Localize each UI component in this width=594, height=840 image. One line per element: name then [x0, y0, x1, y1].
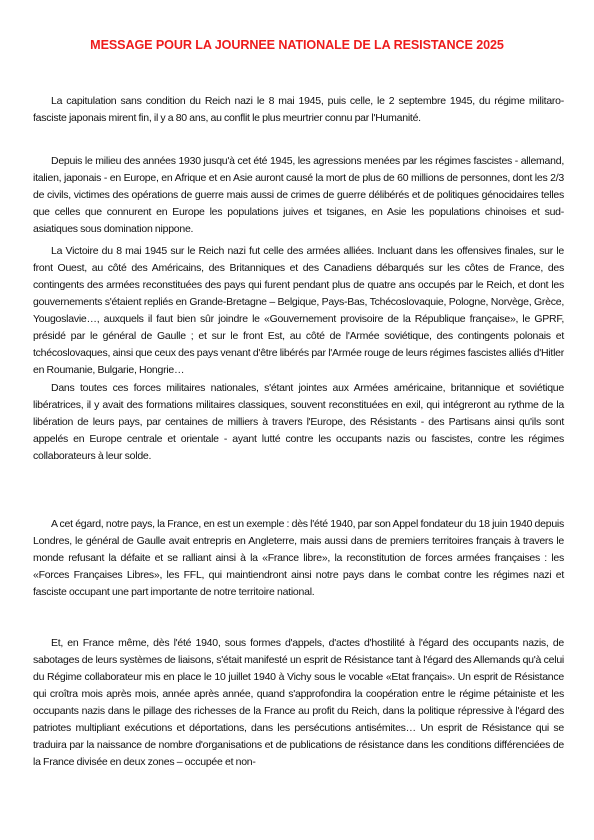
paragraph-capitulation: La capitulation sans condition du Reich nazi le 8 mai 1945, puis celle, le 2 septembre 1945, du régime militaro-fasciste japonais mirent fin, il y a 80 ans, au conflit le plus meurtrier connu par l'Humanité.: [33, 95, 564, 124]
paragraph-forces-militaires: Dans toutes ces forces militaires nationales, s'étant jointes aux Armées américaine, britannique et soviétique libératrices, il y avait des formations militaires classiques, souvent reconstituées en exil, qui intégreront au rythme de la libération de leurs pays, par centaines de milliers à travers l'Europe, des Résistants - des Partisans ainsi qu'ils sont appelés en Europe centrale et orientale - ayant lutté contre les occupants nazis ou fascistes, contre les régimes collaborateurs à leur solde.: [33, 382, 564, 462]
paragraph-victoire: La Victoire du 8 mai 1945 sur le Reich nazi fut celle des armées alliées. Incluant dans les offensives finales, sur le front Ouest, au côté des Américains, des Britanniques et des Canadiens débarqués sur les côtes de France, des contingents des armées reconstituées des pays qui furent pendant plus de quatre ans occupés par le Reich, et dont les gouvernements s'étaient repliés en Grande-Bretagne – Belgique, Pays-Bas, Tchécoslovaquie, Pologne, Norvège, Grèce, Yougoslavie…, auxquels il faut bien sûr joindre le «Gouvernement provisoire de la République française», le GPRF, présidé par le général de Gaulle ; et sur le front Est, au côté de l'Armée soviétique, des contingents polonais et tchécoslovaques, ainsi que ceux des pays venant d'être libérés par l'Armée rouge de leurs régimes fascistes alliés d'Hitler en Roumanie, Bulgarie, Hongrie…: [33, 245, 564, 376]
paragraph-aggressions: Depuis le milieu des années 1930 jusqu'à cet été 1945, les agressions menées par les régimes fascistes - allemand, italien, japonais - en Europe, en Afrique et en Asie auront causé la mort de plus de 60 millions de personnes, dont les 2/3 de civils, victimes des opérations de guerre mais aussi de crimes de guerre délibérés et de politiques génocidaires telles que celles que connurent en Europe les populations juives et tsiganes, en Asie les populations chinoises et sud-asiatiques sous domination nippone.: [33, 155, 564, 235]
paragraph-resistance-interieure: Et, en France même, dès l'été 1940, sous formes d'appels, d'actes d'hostilité à l'égard des occupants nazis, de sabotages de leurs systèmes de liaisons, s'était manifesté un esprit de Résistance tant à l'égard des Allemands qu'à celui du Régime collaborateur mis en place le 10 juillet 1940 à Vichy sous le vocable «Etat français». Un esprit de Résistance qui croîtra mois après mois, année après année, quand s'approfondira la coopération entre le régime pétainiste et les occupants nazis dans le pillage des richesses de la France au profit du Reich, dans la politique répressive à l'égard des patriotes multipliant exécutions et déportations, dans les persécutions antisémites… Un esprit de Résistance qui se traduira par la naissance de nombre d'organisations et de publications de résistance dans les conditions différenciées de la France divisée en deux zones – occupée et non-: [33, 637, 564, 768]
document-title: MESSAGE POUR LA JOURNEE NATIONALE DE LA RESISTANCE 2025: [90, 38, 504, 52]
paragraph-france-libre: A cet égard, notre pays, la France, en est un exemple : dès l'été 1940, par son Appel fondateur du 18 juin 1940 depuis Londres, le général de Gaulle avait entrepris en Angleterre, mais aussi dans de premiers territoires français à travers le monde refusant la défaite et se ralliant ainsi à la «France libre», la reconstitution de forces armées françaises : les «Forces Françaises Libres», les FFL, qui maintiendront ainsi notre pays dans le combat contre les régimes nazi et fasciste occupant une part importante de notre territoire national.: [33, 518, 564, 598]
